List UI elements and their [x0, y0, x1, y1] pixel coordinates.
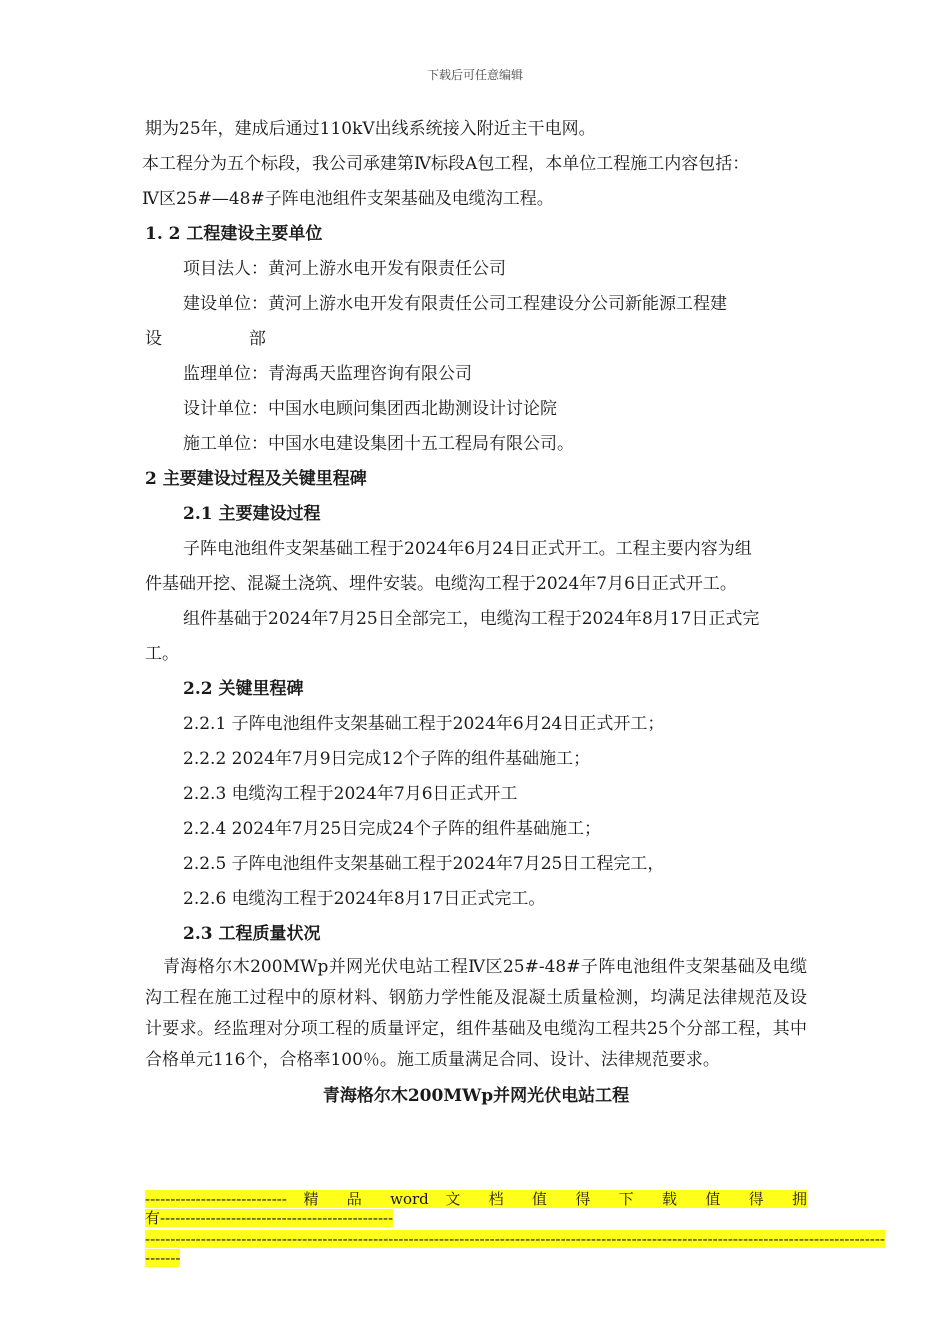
project-owner: 项目法人：黄河上游水电开发有限责任公司	[183, 259, 506, 279]
section-heading-2-1: 2.1 主要建设过程	[183, 504, 321, 524]
text-line: 期为25年，建成后通过110kV出线系统接入附近主干电网。	[145, 119, 596, 139]
footer-text: -------	[145, 1249, 181, 1267]
section-heading-2: 2 主要建设过程及关键里程碑	[145, 469, 367, 489]
footer-text: 有----------------------------------------------	[145, 1209, 394, 1227]
text-fragment: 部	[248, 329, 266, 349]
text-line: 工。	[145, 644, 179, 664]
page-header: 下载后可任意编辑	[426, 68, 523, 82]
section-heading-1-2: 1. 2 工程建设主要单位	[145, 224, 323, 244]
text-line: 组件基础于2024年7月25日全部完工，电缆沟工程于2024年8月17日正式完	[183, 609, 760, 629]
quality-paragraph: 青海格尔木200MWp并网光伏电站工程Ⅳ区25#-48#子阵电池组件支架基础及电缆沟工程在施工过程中的原材料、钢筋力学性能及混凝土质量检测，均满足法律规范及设计要求。经监理对分项工程的质量评定，组件基础及电缆沟工程共25个分部工程，其中合格单元116个，合格率100％。施工质量满足合同、设计、法律规范要求。	[145, 957, 807, 1070]
milestone-item: 2.2.5 子阵电池组件支架基础工程于2024年7月25日工程完工，	[183, 854, 665, 874]
text-line: 子阵电池组件支架基础工程于2024年6月24日正式开工。工程主要内容为组	[183, 539, 752, 559]
footer-text: ---------------------------- 精 品 word 文 档 值 得 下 载 值 得 拥	[145, 1190, 807, 1208]
supervision-unit: 监理单位：青海禹天监理咨询有限公司	[183, 364, 472, 384]
text-line: Ⅳ区25#—48#子阵电池组件支架基础及电缆沟工程。	[142, 189, 554, 209]
contractor-unit: 施工单位：中国水电建设集团十五工程局有限公司。	[183, 434, 574, 454]
milestone-item: 2.2.4 2024年7月25日完成24个子阵的组件基础施工；	[183, 819, 602, 839]
document-body	[142, 112, 807, 1116]
section-heading-2-2: 2.2 关键里程碑	[183, 679, 304, 699]
section-heading-2-3: 2.3 工程质量状况	[183, 924, 321, 944]
milestone-item: 2.2.2 2024年7月9日完成12个子阵的组件基础施工；	[183, 749, 591, 769]
footer-text: --------------------------------------------------------------------------------------------------------------------------------------------------	[145, 1230, 885, 1248]
text-line: 件基础开挖、混凝土浇筑、埋件安装。电缆沟工程于2024年7月6日正式开工。	[145, 574, 737, 594]
milestone-item: 2.2.6 电缆沟工程于2024年8月17日正式完工。	[183, 889, 546, 909]
text-fragment: 设	[145, 329, 162, 349]
milestone-item: 2.2.1 子阵电池组件支架基础工程于2024年6月24日正式开工；	[183, 714, 665, 734]
project-title: 青海格尔木200MWp并网光伏电站工程	[322, 1086, 630, 1106]
footer-banner	[145, 1190, 885, 1268]
milestone-item: 2.2.3 电缆沟工程于2024年7月6日正式开工	[183, 784, 518, 804]
design-unit: 设计单位：中国水电顾问集团西北勘测设计讨论院	[183, 399, 557, 419]
construction-unit: 建设单位：黄河上游水电开发有限责任公司工程建设分公司新能源工程建	[183, 294, 727, 314]
construction-unit-continued	[145, 322, 807, 357]
text-line: 本工程分为五个标段，我公司承建第Ⅳ标段A包工程，本单位工程施工内容包括：	[142, 154, 750, 174]
